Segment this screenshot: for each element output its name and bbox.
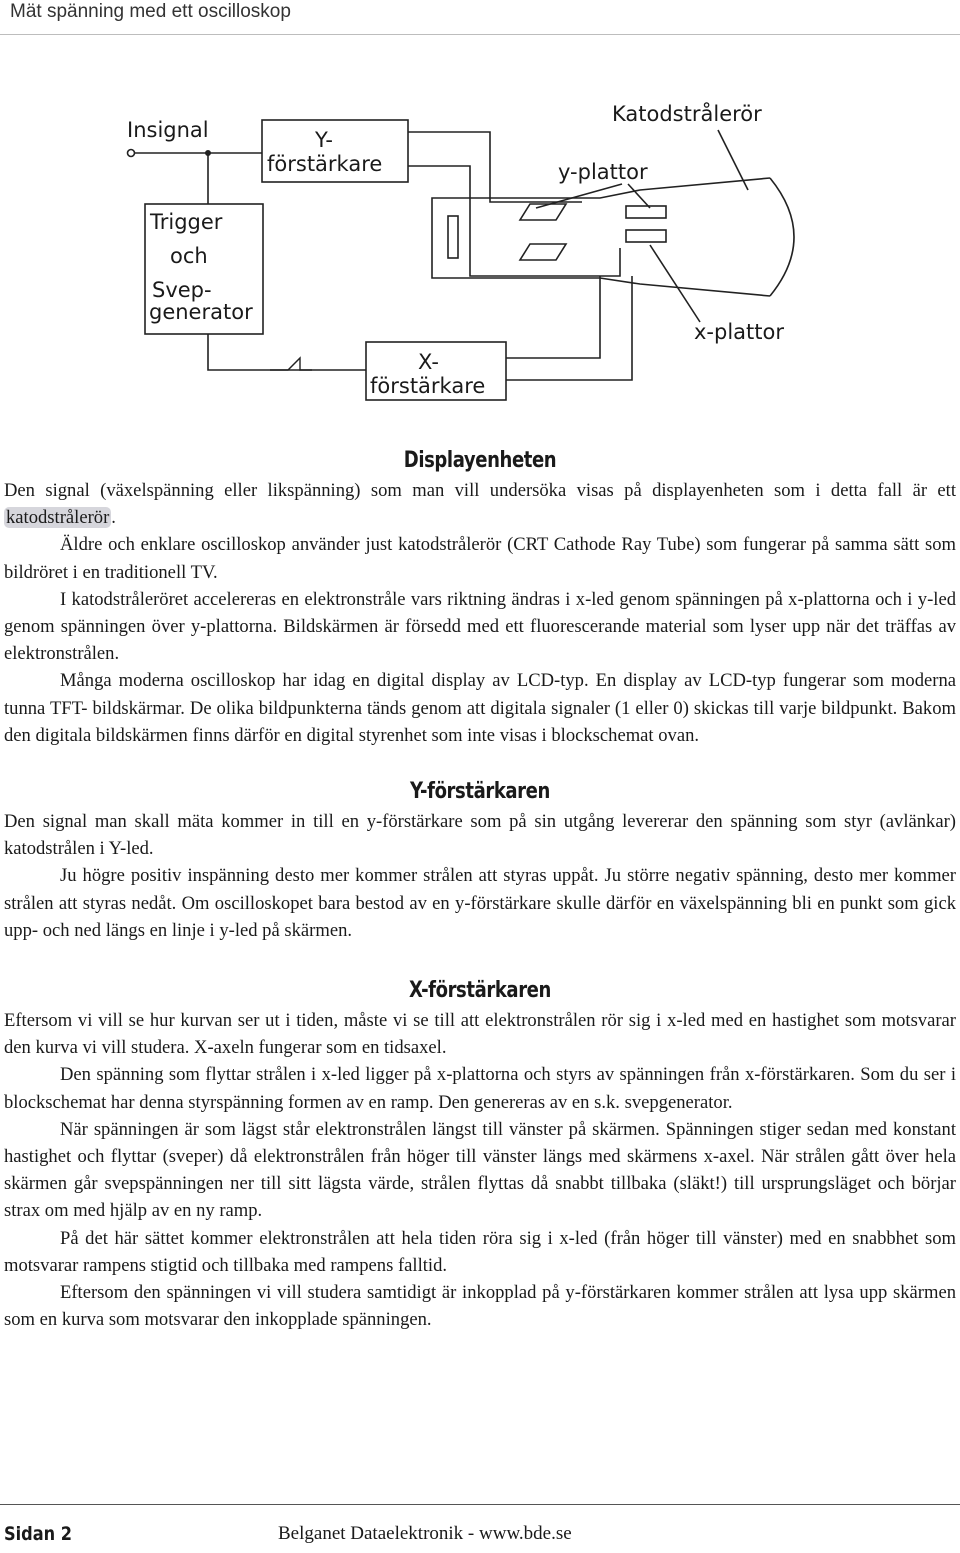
y-plates-leader-2 [628, 184, 650, 208]
paragraph: Ju högre positiv inspänning desto mer kommer strålen att styras uppåt. Ju större negativ spänning, desto mer kommer strålen att styras nedåt. Om oscilloskopet bara bestod av en y-förstärkare skulle därför en växelspänning bli en punkt som gick upp- och ned längs en linje i y-led på skärmen. [4, 865, 956, 941]
paragraph: När spänningen är som lägst står elektronstrålen längst till vänster på skärmen. Spänningen stiger sedan med konstant hastighet och flyttar (sveper) då elektronstrålen från höger till vänster längs med skärmens x-axel. När strålen gått över hela skärmen går svepspänningen ner till sitt lägsta värde, strålen flyttas då snabbt tillbaka (släkt!) till ursprungsläget och börjar strax om med hjälp av en ny ramp. [4, 1118, 956, 1222]
cathode [448, 216, 458, 258]
paragraph: Eftersom den spänningen vi vill studera samtidigt är inkopplad på y-förstärkaren kommer strålen att lysa upp skärmen som en kurva som motsvarar den inkopplade spänningen. [4, 1282, 956, 1331]
window-title-bar [0, 0, 960, 35]
heading-displayenheten: Displayenheten [403, 448, 557, 473]
sweep-wire [208, 334, 366, 370]
crt-label: Katodstrålerör [612, 102, 762, 126]
crt-neck-bottom [432, 202, 770, 296]
footer-organization: Belganet Dataelektronik - www.bde.se [278, 1523, 572, 1544]
y-plate-lower [520, 244, 566, 260]
paragraph: Äldre och enklare oscilloskop använder just katodstrålerör (CRT Cathode Ray Tube) som fungerar på samma sätt som bildröret i en traditionell TV. [4, 534, 956, 583]
crt-screen [770, 178, 794, 296]
x-amp-to-plate-wire-2 [506, 276, 632, 380]
x-plate-lower [626, 230, 666, 242]
trigger-label-1: Trigger [150, 210, 223, 234]
paragraph-text: . [111, 507, 116, 529]
x-amplifier-label-1: X- [418, 350, 439, 374]
trigger-label-3: Svep- [152, 278, 212, 302]
paragraph [4, 477, 956, 531]
katodstralror-link[interactable]: katodstrålerör [6, 507, 110, 529]
y-amplifier-label-1: Y- [315, 128, 333, 152]
oscilloscope-block-diagram [0, 80, 960, 440]
page-footer [0, 1504, 960, 1553]
heading-y-forstarkaren: Y-förstärkaren [410, 779, 550, 805]
paragraph: Eftersom vi vill se hur kurvan ser ut i tiden, måste vi se till att elektronstrålen rör sig i x-led med en hastighet som motsvarar den kurva vi vill studera. X-axeln fungerar som en tidsaxel. [4, 1010, 956, 1059]
paragraph: Många moderna oscilloskop har idag en digital display av LCD-typ. En display av LCD-typ fungerar som moderna tunna TFT- bildskärmar. De olika bildpunkterna tänds genom att digitala signaler (1 eller 0) skickas till varje bildpunkt. Bakom den digitala bildskärmen finns därför en digital styrenhet som inte visas i blockschemat ovan. [4, 670, 956, 746]
x-plates-leader [650, 245, 700, 322]
paragraph: Den spänning som flyttar strålen i x-led ligger på x-plattorna och styrs av spänningen från x-förstärkaren. Som du ser i blockschemat har denna styrspänning formen av en ramp. Den genereras av en s.k. svepgenerator. [4, 1064, 956, 1113]
ramp-symbol [270, 358, 312, 370]
paragraph-text: Den signal (växelspänning eller likspänning) som man vill undersöka visas på displayenheten som i detta fall är ett [4, 480, 956, 501]
x-plates-label: x-plattor [694, 320, 784, 344]
trigger-label-2: och [170, 244, 208, 268]
input-terminal [128, 150, 135, 157]
x-amplifier-label-2: förstärkare [370, 374, 486, 398]
page-number: Sidan 2 [4, 1523, 72, 1545]
y-plates-label: y-plattor [558, 160, 648, 184]
trigger-label-4: generator [149, 300, 253, 324]
document-body [4, 442, 956, 1333]
x-amp-to-plate-wire-1 [506, 276, 600, 358]
paragraph: I katodstråleröret accelereras en elektronstråle vars riktning ändras i x-led genom spänningen på x-plattorna och i y-led genom spänningen över y-plattorna. Bildskärmen är försedd med ett fluorescerande material som lyser upp när det träffas av elektronstrålen. [4, 588, 956, 665]
insignal-label: Insignal [127, 118, 209, 142]
heading-x-forstarkaren: X-förstärkaren [409, 978, 551, 1004]
paragraph: Den signal man skall mäta kommer in till en y-förstärkare som på sin utgång levererar den spänning som styr (avlänkar) katodstrålen i Y-led. [4, 811, 956, 860]
paragraph: På det här sättet kommer elektronstrålen att hela tiden röra sig i x-led (från höger till vänster) med en snabbhet som motsvarar rampens stigtid och tillbaka med rampens falltid. [4, 1227, 956, 1276]
x-plate-upper [626, 206, 666, 218]
y-amplifier-label-2: förstärkare [267, 152, 383, 176]
window-title: Mät spänning med ett oscilloskop [10, 1, 291, 22]
y-amp-to-upper-plate-wire [408, 132, 582, 202]
